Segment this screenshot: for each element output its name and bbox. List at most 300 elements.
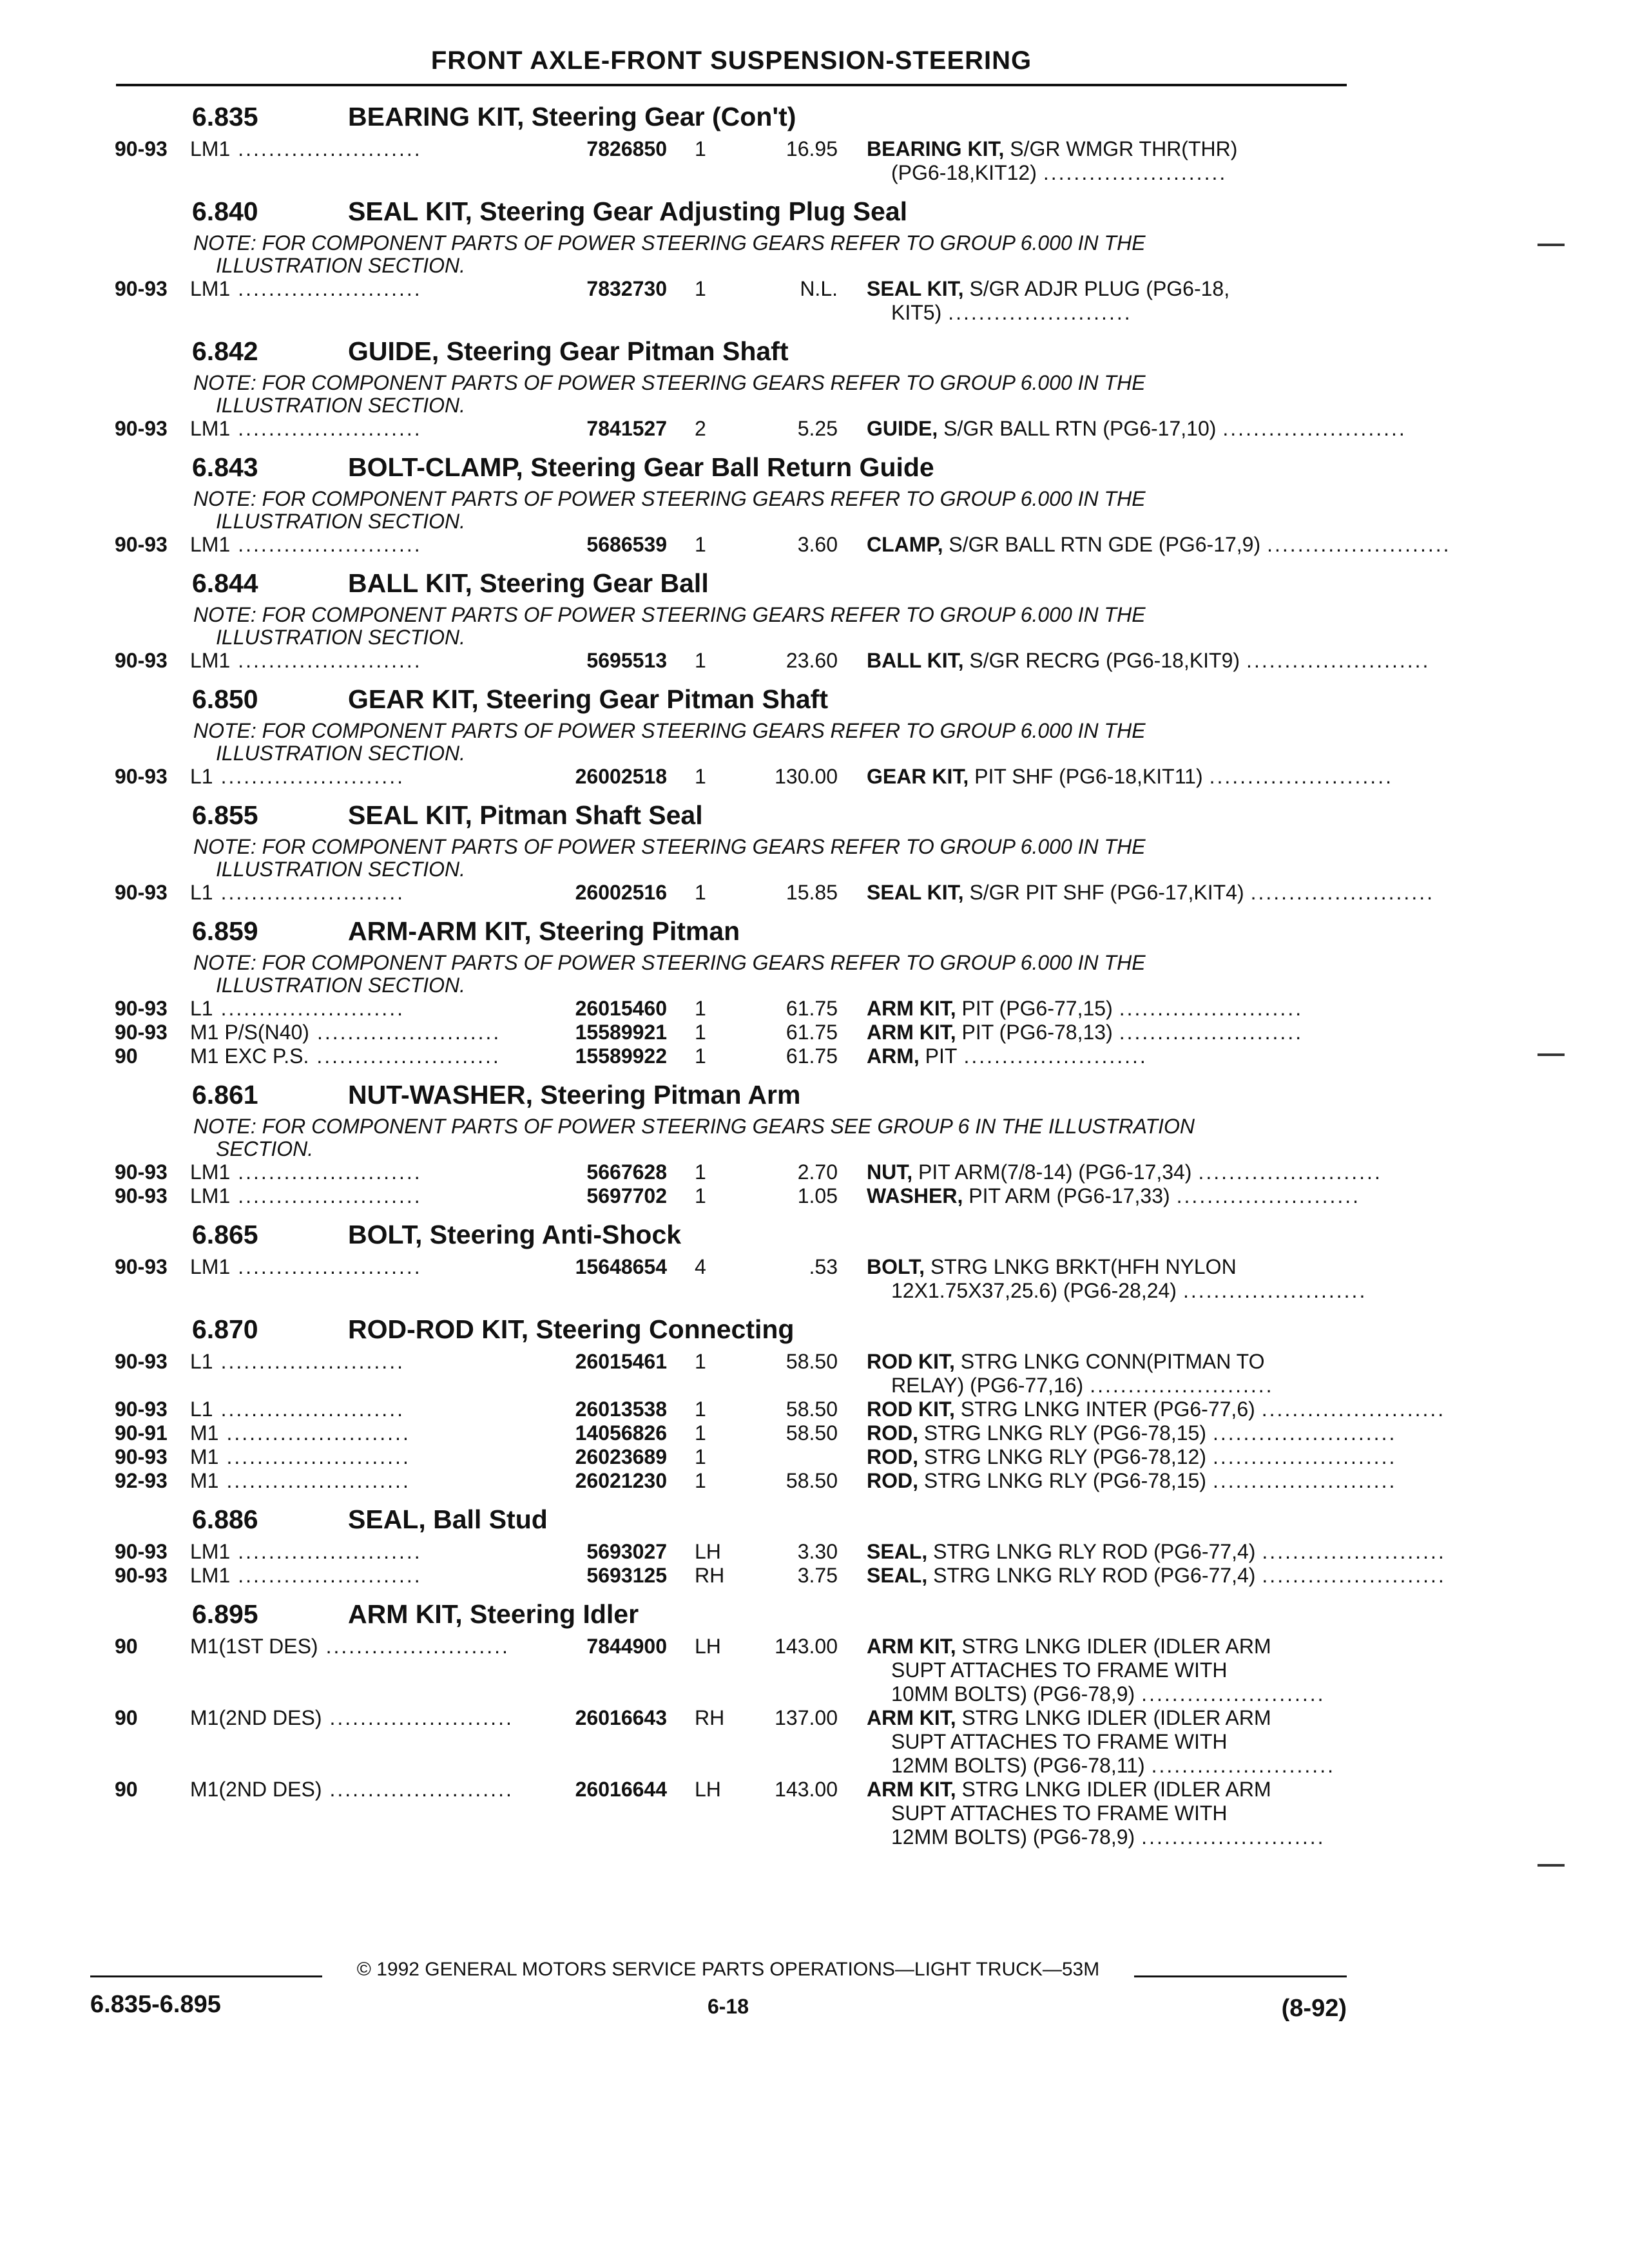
row-quantity: 4	[695, 1255, 706, 1278]
note-line: ILLUSTRATION SECTION.	[216, 974, 466, 997]
section-number: 6.842	[192, 336, 258, 366]
section-header	[0, 441, 1629, 488]
row-model	[190, 1255, 551, 1279]
row-quantity: 1	[695, 1469, 706, 1492]
row-price: 143.00	[775, 1635, 838, 1658]
row-price: .53	[809, 1255, 838, 1278]
description-line	[867, 765, 1393, 789]
part-row	[0, 1421, 1629, 1445]
row-model-text: M1	[190, 1469, 219, 1492]
row-model-text: L1	[190, 765, 213, 788]
note-line: NOTE: FOR COMPONENT PARTS OF POWER STEERING GEARS REFER TO GROUP 6.000 IN THE	[193, 835, 1146, 858]
footer-page-number: 6-18	[707, 1995, 749, 2018]
note-line: ILLUSTRATION SECTION.	[216, 742, 466, 765]
row-model	[190, 1398, 551, 1421]
leader-dots: ........................	[1141, 1682, 1325, 1706]
row-price: 58.50	[786, 1469, 838, 1492]
note-line: ILLUSTRATION SECTION.	[216, 394, 466, 417]
row-model	[190, 1540, 551, 1564]
description-line	[867, 1021, 1344, 1044]
description-line	[867, 1374, 1344, 1398]
row-quantity: 1	[695, 1398, 706, 1421]
row-model-text: M1(2ND DES)	[190, 1706, 322, 1729]
row-price: 58.50	[786, 1350, 838, 1373]
section-header	[0, 1208, 1629, 1255]
row-quantity: 1	[695, 1044, 706, 1068]
description-line	[867, 1350, 1344, 1374]
section-number: 6.861	[192, 1080, 258, 1110]
row-quantity: 2	[695, 417, 706, 440]
description-line	[867, 1778, 1344, 1802]
row-part-number: 7841527	[586, 417, 667, 440]
row-price: 23.60	[786, 649, 838, 672]
leader-dots: ........................	[1151, 1754, 1335, 1777]
row-model-text: M1(1ST DES)	[190, 1635, 318, 1658]
note-line: NOTE: FOR COMPONENT PARTS OF POWER STEERING GEARS SEE GROUP 6 IN THE ILLUSTRATION	[193, 1115, 1195, 1138]
description-line	[867, 1825, 1344, 1849]
description-text: PIT ARM(7/8-14) (PG6-17,34)	[918, 1160, 1192, 1184]
row-price: 3.30	[797, 1540, 838, 1563]
row-description	[867, 533, 1451, 557]
part-row	[0, 1160, 1629, 1184]
description-line	[867, 1421, 1397, 1445]
row-description	[867, 1445, 1397, 1469]
section-title: ARM KIT, Steering Idler	[348, 1599, 639, 1629]
section-note	[0, 836, 1629, 881]
leader-dots: ........................	[238, 1255, 422, 1278]
description-text: PIT (PG6-77,15)	[961, 997, 1113, 1020]
section-title: BEARING KIT, Steering Gear (Con't)	[348, 102, 796, 131]
leader-dots: ........................	[238, 1184, 422, 1207]
description-name: ARM KIT,	[867, 1021, 956, 1044]
part-row	[0, 765, 1629, 789]
leader-dots: ........................	[226, 1421, 410, 1445]
row-model-text: LM1	[190, 1255, 231, 1278]
row-model-text: L1	[190, 997, 213, 1020]
row-year: 90-93	[115, 533, 168, 556]
row-year: 90-93	[115, 137, 168, 160]
description-line	[867, 1469, 1397, 1493]
leader-dots: ........................	[226, 1445, 410, 1468]
row-year: 90-93	[115, 649, 168, 672]
description-name: BEARING KIT,	[867, 137, 1005, 160]
leader-dots: ........................	[1246, 649, 1431, 672]
description-text: PIT	[925, 1044, 958, 1068]
row-description	[867, 649, 1431, 673]
row-description	[867, 137, 1344, 185]
description-text: S/GR PIT SHF (PG6-17,KIT4)	[969, 881, 1244, 904]
description-name: ROD KIT,	[867, 1398, 955, 1421]
description-text: 10MM BOLTS) (PG6-78,9)	[891, 1682, 1135, 1706]
row-quantity: LH	[695, 1635, 721, 1658]
description-text: SUPT ATTACHES TO FRAME WITH	[891, 1658, 1228, 1682]
note-line: NOTE: FOR COMPONENT PARTS OF POWER STEERING GEARS REFER TO GROUP 6.000 IN THE	[193, 719, 1146, 742]
description-text: 12X1.75X37,25.6) (PG6-28,24)	[891, 1279, 1177, 1302]
row-model	[190, 1160, 551, 1184]
row-model	[190, 649, 551, 673]
row-model-text: LM1	[190, 1564, 231, 1587]
section-note	[0, 604, 1629, 649]
section-header	[0, 1303, 1629, 1350]
description-text: S/GR WMGR THR(THR)	[1010, 137, 1238, 160]
description-name: GEAR KIT,	[867, 765, 969, 788]
section-title: SEAL KIT, Pitman Shaft Seal	[348, 800, 703, 830]
row-description	[867, 1255, 1367, 1303]
description-name: ARM,	[867, 1044, 920, 1068]
section-number: 6.870	[192, 1314, 258, 1344]
leader-dots: ........................	[1209, 765, 1393, 788]
row-quantity: 1	[695, 649, 706, 672]
row-description	[867, 1540, 1446, 1564]
leader-dots: ........................	[238, 1564, 422, 1587]
row-quantity: 1	[695, 277, 706, 300]
leader-dots: ........................	[1141, 1825, 1325, 1849]
row-description	[867, 1421, 1397, 1445]
margin-mark	[1537, 1864, 1565, 1867]
row-price: 130.00	[775, 765, 838, 788]
section-title: BALL KIT, Steering Gear Ball	[348, 568, 709, 598]
row-model	[190, 997, 551, 1021]
section-number: 6.840	[192, 197, 258, 226]
leader-dots: ........................	[948, 301, 1132, 324]
row-part-number: 26002516	[575, 881, 667, 904]
row-quantity: 1	[695, 881, 706, 904]
row-description	[867, 765, 1393, 789]
description-line	[867, 1279, 1367, 1303]
part-row	[0, 881, 1629, 905]
footer-date: (8-92)	[1281, 1995, 1347, 2022]
part-row	[0, 1778, 1629, 1849]
row-description	[867, 1706, 1344, 1778]
leader-dots: ........................	[1119, 997, 1304, 1020]
leader-dots: ........................	[1119, 1021, 1304, 1044]
section-header	[0, 557, 1629, 604]
row-description	[867, 1564, 1446, 1588]
section-header	[0, 90, 1629, 137]
row-price: 143.00	[775, 1778, 838, 1801]
leader-dots: ........................	[238, 277, 422, 300]
description-text: SUPT ATTACHES TO FRAME WITH	[891, 1730, 1228, 1753]
description-line	[867, 1160, 1382, 1184]
row-part-number: 14056826	[575, 1421, 667, 1445]
leader-dots: ........................	[1261, 1398, 1446, 1421]
section-number: 6.850	[192, 684, 258, 714]
description-name: ROD KIT,	[867, 1350, 955, 1373]
leader-dots: ........................	[1212, 1421, 1397, 1445]
description-name: ARM KIT,	[867, 1706, 956, 1729]
row-year: 90-93	[115, 1184, 168, 1207]
section-number: 6.859	[192, 916, 258, 946]
part-row	[0, 1445, 1629, 1469]
leader-dots: ........................	[1090, 1374, 1274, 1397]
row-model-text: LM1	[190, 533, 231, 556]
leader-dots: ........................	[1222, 417, 1407, 440]
section-title: BOLT-CLAMP, Steering Gear Ball Return Guide	[348, 452, 934, 482]
row-model	[190, 417, 551, 441]
description-name: ROD,	[867, 1445, 918, 1468]
description-line	[867, 277, 1344, 301]
description-text: STRG LNKG IDLER (IDLER ARM	[961, 1778, 1271, 1801]
note-line: ILLUSTRATION SECTION.	[216, 510, 466, 533]
description-line	[867, 1658, 1344, 1682]
leader-dots: ........................	[226, 1469, 410, 1492]
row-part-number: 26015461	[575, 1350, 667, 1373]
description-text: RELAY) (PG6-77,16)	[891, 1374, 1084, 1397]
leader-dots: ........................	[1176, 1184, 1361, 1207]
section-title: SEAL, Ball Stud	[348, 1504, 548, 1534]
leader-dots: ........................	[238, 1540, 422, 1563]
row-price: 15.85	[786, 881, 838, 904]
description-text: STRG LNKG RLY ROD (PG6-77,4)	[933, 1564, 1256, 1587]
section-title: ARM-ARM KIT, Steering Pitman	[348, 916, 740, 946]
description-line	[867, 1564, 1446, 1588]
note-line: ILLUSTRATION SECTION.	[216, 254, 466, 277]
part-row	[0, 1469, 1629, 1493]
section-number: 6.895	[192, 1599, 258, 1629]
note-line: NOTE: FOR COMPONENT PARTS OF POWER STEERING GEARS REFER TO GROUP 6.000 IN THE	[193, 951, 1146, 974]
section-header	[0, 789, 1629, 836]
part-row	[0, 1184, 1629, 1208]
leader-dots: ........................	[1267, 533, 1451, 556]
row-year: 90-93	[115, 1160, 168, 1184]
leader-dots: ........................	[329, 1778, 514, 1801]
row-description	[867, 1184, 1361, 1208]
part-row	[0, 1255, 1629, 1303]
part-row	[0, 1398, 1629, 1421]
description-text: PIT ARM (PG6-17,33)	[969, 1184, 1170, 1207]
description-text: STRG LNKG BRKT(HFH NYLON	[930, 1255, 1237, 1278]
row-model-text: LM1	[190, 417, 231, 440]
description-name: SEAL,	[867, 1564, 928, 1587]
section-header	[0, 905, 1629, 952]
row-model	[190, 1469, 551, 1493]
row-part-number: 26002518	[575, 765, 667, 788]
row-description	[867, 417, 1407, 441]
row-year: 90-91	[115, 1421, 168, 1445]
description-line	[867, 1540, 1446, 1564]
row-model	[190, 1706, 551, 1730]
row-quantity: 1	[695, 533, 706, 556]
leader-dots: ........................	[238, 1160, 422, 1184]
part-row	[0, 1635, 1629, 1706]
description-text: 12MM BOLTS) (PG6-78,11)	[891, 1754, 1145, 1777]
footer-section-range: 6.835-6.895	[90, 1991, 221, 2018]
row-model-text: M1	[190, 1421, 219, 1445]
row-model-text: M1 EXC P.S.	[190, 1044, 309, 1068]
row-model-text: M1	[190, 1445, 219, 1468]
description-name: SEAL KIT,	[867, 277, 964, 300]
section-note	[0, 488, 1629, 533]
row-price: 58.50	[786, 1421, 838, 1445]
row-description	[867, 1350, 1344, 1398]
row-part-number: 26016644	[575, 1778, 667, 1801]
part-row	[0, 1564, 1629, 1588]
section-number: 6.843	[192, 452, 258, 482]
description-text: KIT5)	[891, 301, 942, 324]
row-model-text: LM1	[190, 1160, 231, 1184]
note-line: ILLUSTRATION SECTION.	[216, 858, 466, 881]
description-name: CLAMP,	[867, 533, 943, 556]
part-row	[0, 649, 1629, 673]
leader-dots: ........................	[220, 765, 405, 788]
row-model-text: M1(2ND DES)	[190, 1778, 322, 1801]
row-description	[867, 1778, 1344, 1849]
row-model	[190, 881, 551, 905]
section-header	[0, 185, 1629, 232]
row-model-text: L1	[190, 881, 213, 904]
row-model	[190, 765, 551, 789]
page-title: FRONT AXLE-FRONT SUSPENSION-STEERING	[430, 46, 1032, 75]
description-text: S/GR BALL RTN GDE (PG6-17,9)	[949, 533, 1261, 556]
part-row	[0, 533, 1629, 557]
part-row	[0, 1706, 1629, 1778]
part-row	[0, 1044, 1629, 1068]
description-line	[867, 881, 1434, 905]
row-model-text: LM1	[190, 137, 231, 160]
section-note	[0, 952, 1629, 997]
description-line	[867, 997, 1344, 1021]
row-year: 90	[115, 1044, 138, 1068]
leader-dots: ........................	[329, 1706, 514, 1729]
row-year: 90-93	[115, 1540, 168, 1563]
row-model	[190, 137, 551, 161]
leader-dots: ........................	[1043, 161, 1228, 184]
description-line	[867, 1682, 1344, 1706]
description-line	[867, 649, 1431, 673]
row-description	[867, 997, 1344, 1021]
description-name: ARM KIT,	[867, 1635, 956, 1658]
note-line: NOTE: FOR COMPONENT PARTS OF POWER STEERING GEARS REFER TO GROUP 6.000 IN THE	[193, 231, 1146, 255]
row-model	[190, 1445, 551, 1469]
row-part-number: 26023689	[575, 1445, 667, 1468]
leader-dots: ........................	[963, 1044, 1148, 1068]
description-line	[867, 1044, 1344, 1068]
section-number: 6.886	[192, 1504, 258, 1534]
note-line: NOTE: FOR COMPONENT PARTS OF POWER STEERING GEARS REFER TO GROUP 6.000 IN THE	[193, 371, 1146, 394]
part-row	[0, 137, 1629, 185]
part-row	[0, 997, 1629, 1021]
section-title: GUIDE, Steering Gear Pitman Shaft	[348, 336, 789, 366]
row-price: 61.75	[786, 997, 838, 1020]
description-name: ROD,	[867, 1469, 918, 1492]
section-header	[0, 325, 1629, 372]
description-name: SEAL KIT,	[867, 881, 964, 904]
description-name: BALL KIT,	[867, 649, 964, 672]
section-header	[0, 673, 1629, 720]
row-part-number: 5686539	[586, 533, 667, 556]
row-model-text: LM1	[190, 1184, 231, 1207]
margin-mark	[1537, 244, 1565, 246]
description-line	[867, 1635, 1344, 1658]
row-part-number: 15589921	[575, 1021, 667, 1044]
description-line	[867, 417, 1407, 441]
description-line	[867, 1184, 1361, 1208]
description-line	[867, 1706, 1344, 1730]
row-model	[190, 1021, 551, 1044]
leader-dots: ........................	[220, 1398, 405, 1421]
description-name: GUIDE,	[867, 417, 938, 440]
row-model	[190, 533, 551, 557]
leader-dots: ........................	[1212, 1445, 1397, 1468]
row-description	[867, 881, 1434, 905]
row-quantity: LH	[695, 1540, 721, 1563]
description-text: S/GR BALL RTN (PG6-17,10)	[943, 417, 1217, 440]
part-row	[0, 417, 1629, 441]
row-price: 61.75	[786, 1021, 838, 1044]
leader-dots: ........................	[238, 533, 422, 556]
row-quantity: RH	[695, 1564, 725, 1587]
part-row	[0, 1540, 1629, 1564]
row-description	[867, 1398, 1446, 1421]
row-quantity: LH	[695, 1778, 721, 1801]
leader-dots: ........................	[325, 1635, 510, 1658]
row-model	[190, 1421, 551, 1445]
description-text: STRG LNKG RLY (PG6-78,12)	[923, 1445, 1206, 1468]
row-part-number: 15648654	[575, 1255, 667, 1278]
leader-dots: ........................	[238, 137, 422, 160]
row-model	[190, 1184, 551, 1208]
section-title: NUT-WASHER, Steering Pitman Arm	[348, 1080, 801, 1110]
row-quantity: 1	[695, 1184, 706, 1207]
part-row	[0, 277, 1629, 325]
description-text: STRG LNKG IDLER (IDLER ARM	[961, 1706, 1271, 1729]
row-price: 2.70	[797, 1160, 838, 1184]
row-model-text: L1	[190, 1350, 213, 1373]
description-line	[867, 1730, 1344, 1754]
description-line	[867, 1398, 1446, 1421]
row-year: 90	[115, 1706, 138, 1729]
row-year: 90-93	[115, 1021, 168, 1044]
row-year: 90	[115, 1778, 138, 1801]
description-line	[867, 137, 1344, 161]
row-price: 3.75	[797, 1564, 838, 1587]
description-name: ARM KIT,	[867, 997, 956, 1020]
row-part-number: 5667628	[586, 1160, 667, 1184]
row-year: 90-93	[115, 881, 168, 904]
section-title: BOLT, Steering Anti-Shock	[348, 1220, 682, 1249]
row-model-text: L1	[190, 1398, 213, 1421]
description-line	[867, 533, 1451, 557]
description-line	[867, 1802, 1344, 1825]
row-description	[867, 277, 1344, 325]
row-year: 90-93	[115, 1350, 168, 1373]
description-line	[867, 1754, 1344, 1778]
description-text: PIT SHF (PG6-18,KIT11)	[974, 765, 1203, 788]
row-year: 90-93	[115, 765, 168, 788]
note-line: NOTE: FOR COMPONENT PARTS OF POWER STEERING GEARS REFER TO GROUP 6.000 IN THE	[193, 603, 1146, 626]
description-text: STRG LNKG IDLER (IDLER ARM	[961, 1635, 1271, 1658]
leader-dots: ........................	[1182, 1279, 1367, 1302]
section-number: 6.855	[192, 800, 258, 830]
leader-dots: ........................	[220, 997, 405, 1020]
row-model	[190, 277, 551, 301]
footer-rule	[1134, 1975, 1347, 1977]
row-part-number: 15589922	[575, 1044, 667, 1068]
description-text: S/GR RECRG (PG6-18,KIT9)	[969, 649, 1240, 672]
row-price: 58.50	[786, 1398, 838, 1421]
row-price: 137.00	[775, 1706, 838, 1729]
description-text: SUPT ATTACHES TO FRAME WITH	[891, 1802, 1228, 1825]
row-price: 5.25	[797, 417, 838, 440]
section-number: 6.865	[192, 1220, 258, 1249]
description-line	[867, 1445, 1397, 1469]
row-quantity: 1	[695, 1350, 706, 1373]
description-name: NUT,	[867, 1160, 913, 1184]
leader-dots: ........................	[220, 1350, 405, 1373]
margin-mark	[1537, 1053, 1565, 1056]
leader-dots: ........................	[1262, 1564, 1446, 1587]
row-part-number: 7844900	[586, 1635, 667, 1658]
